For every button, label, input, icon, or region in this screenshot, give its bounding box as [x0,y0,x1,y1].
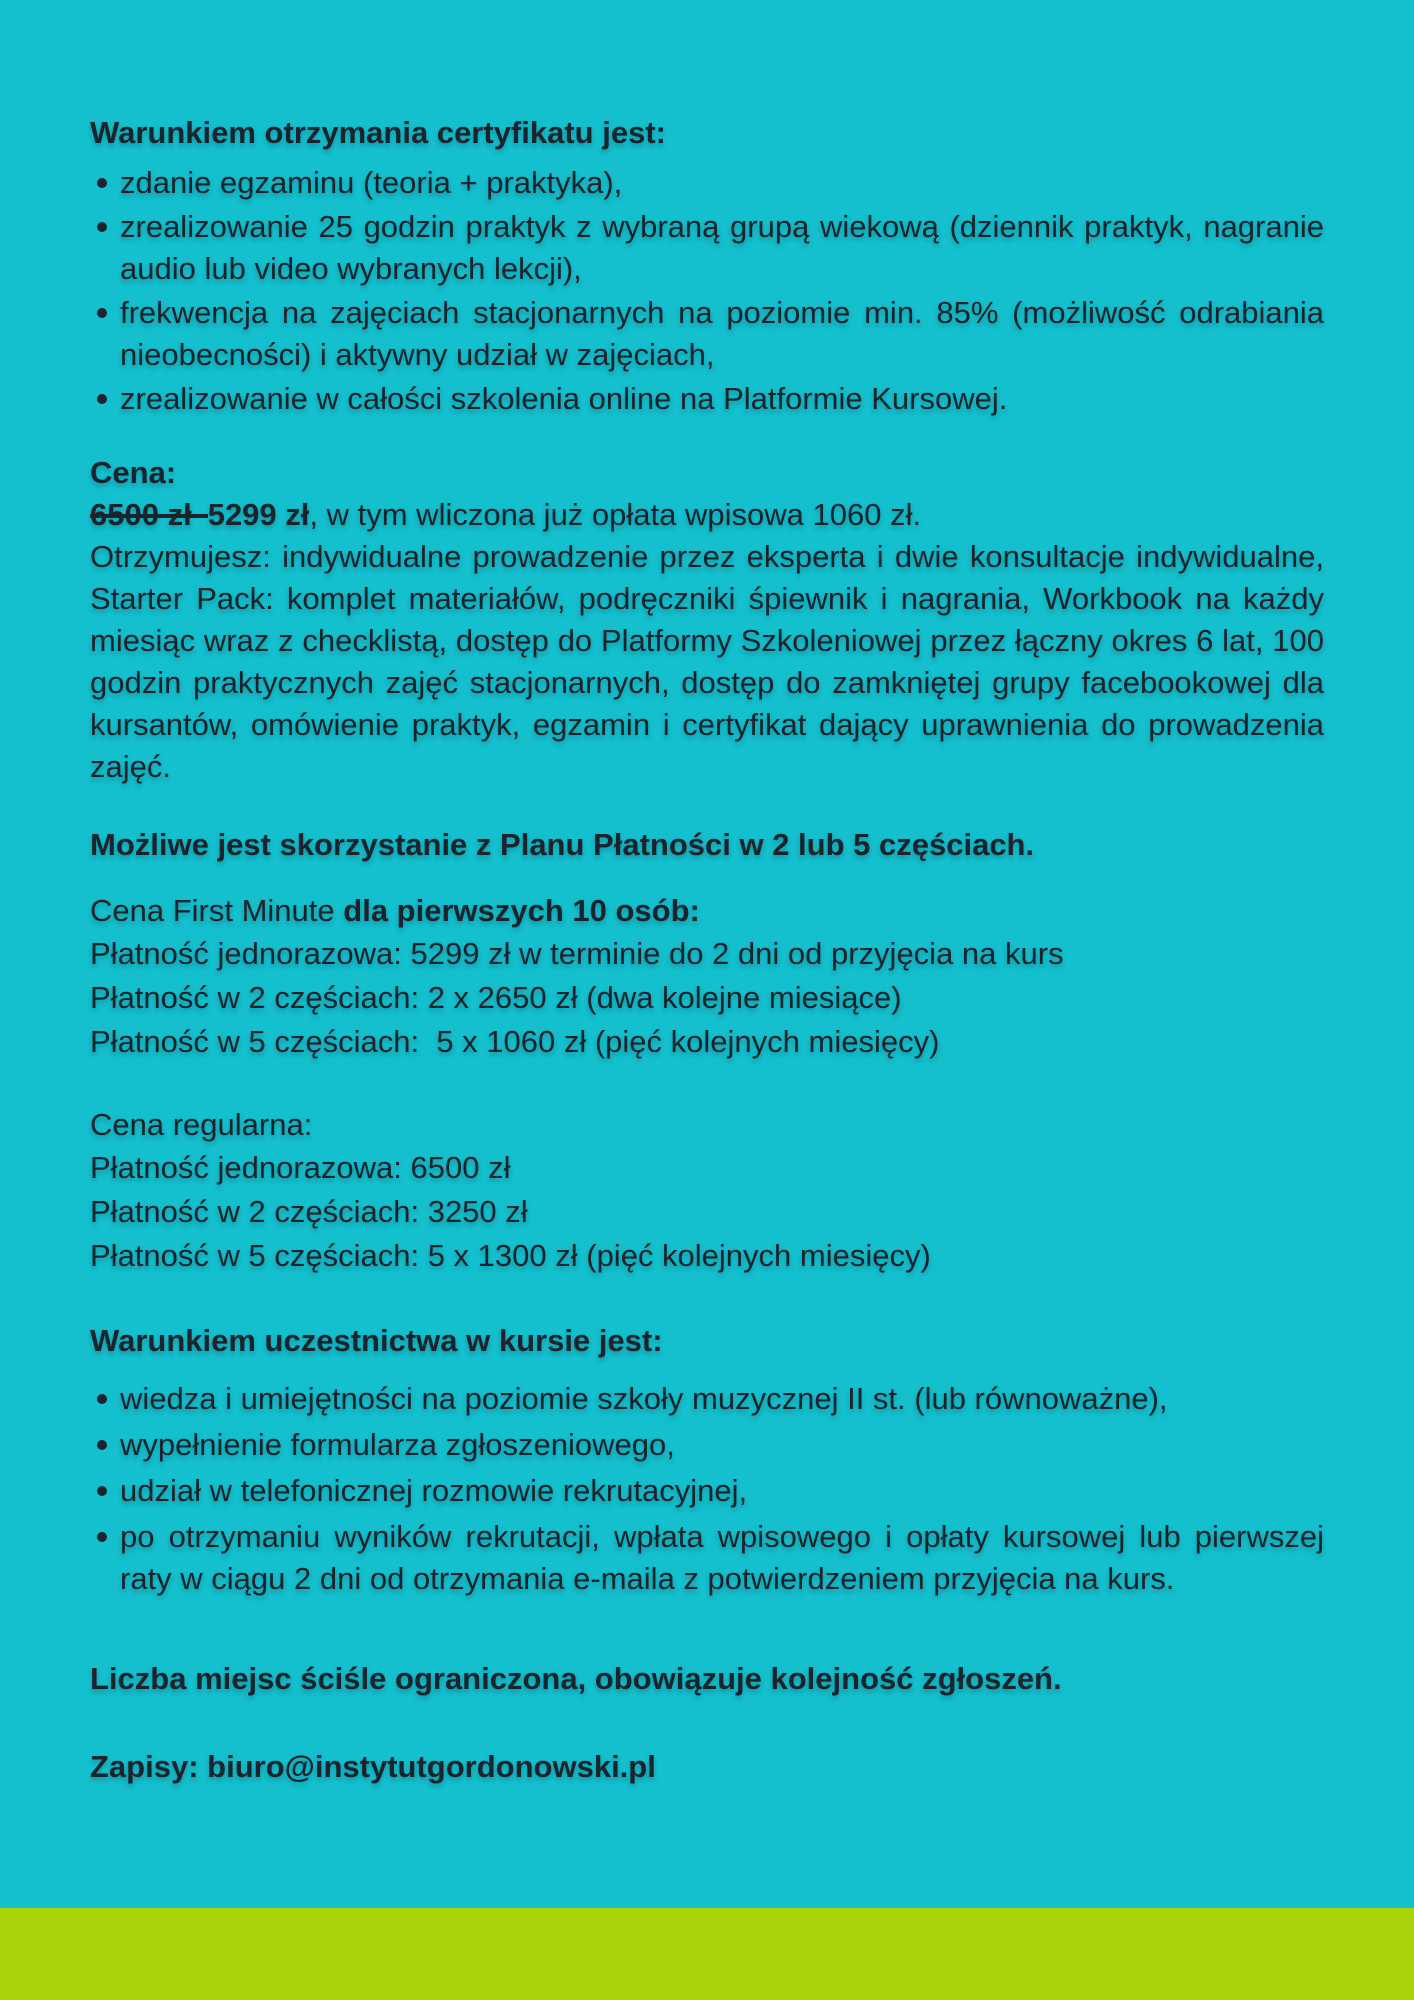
regular-payment-line: Płatność jednorazowa: 6500 zł [90,1150,511,1185]
regular-price-heading: Cena regularna: [90,1107,313,1142]
limited-places-note: Liczba miejsc ściśle ograniczona, obowiązuje kolejność zgłoszeń. [90,1661,1062,1696]
participation-condition-item: wypełnienie formularza zgłoszeniowego, [90,1424,1324,1466]
new-price: 5299 zł [207,497,310,532]
first-minute-payment-line: Płatność jednorazowa: 5299 zł w terminie do 2 dni od przyjęcia na kurs [90,936,1064,971]
certificate-conditions-list [90,162,1324,420]
first-minute-heading [90,890,1324,932]
certificate-condition-item: zrealizowanie w całości szkolenia online na Platformie Kursowej. [90,378,1324,420]
certificate-condition-item: zdanie egzaminu (teoria + praktyka), [90,162,1324,204]
offer-description: Otrzymujesz: indywidualne prowadzenie przez eksperta i dwie konsultacje indywidualne, Starter Pack: komplet materiałów, podręczniki śpiewnik i nagrania, Workbook na każdy miesiąc wraz z checklistą, dostęp do Platformy Szkoleniowej przez łączny okres 6 lat, 100 godzin praktycznych zajęć stacjonarnych, dostęp do zamkniętej grupy facebookowej dla kursantów, omówienie praktyk, egzamin i certyfikat dający uprawnienia do prowadzenia zajęć. [90,539,1324,784]
certificate-condition-item: zrealizowanie 25 godzin praktyk z wybraną grupą wiekową (dziennik praktyk, nagranie audio lub video wybranych lekcji), [90,206,1324,290]
participation-condition-item: wiedza i umiejętności na poziomie szkoły muzycznej II st. (lub równoważne), [90,1378,1324,1420]
price-heading: Cena: [90,455,177,490]
participation-conditions-list [90,1378,1324,1600]
footer-color-band [0,1908,1414,2000]
regular-payment-line: Płatność w 5 częściach: 5 x 1300 zł (pięć kolejnych miesięcy) [90,1238,931,1273]
first-minute-heading-regular: Cena First Minute [90,893,344,928]
price-line [90,494,1324,536]
participation-condition-item: udział w telefonicznej rozmowie rekrutacyjnej, [90,1470,1324,1512]
regular-payment-line: Płatność w 2 częściach: 3250 zł [90,1194,528,1229]
first-minute-heading-bold: dla pierwszych 10 osób: [343,893,700,928]
first-minute-payment-line: Płatność w 5 częściach: 5 x 1060 zł (pięć kolejnych miesięcy) [90,1024,940,1059]
participation-conditions-heading: Warunkiem uczestnictwa w kursie jest: [90,1323,663,1358]
old-price-strikethrough: 6500 zł [90,497,208,532]
installments-note: Możliwe jest skorzystanie z Planu Płatności w 2 lub 5 częściach. [90,827,1035,862]
certificate-condition-item: frekwencja na zajęciach stacjonarnych na poziomie min. 85% (możliwość odrabiania nieobecności) i aktywny udział w zajęciach, [90,292,1324,376]
participation-condition-item: po otrzymaniu wyników rekrutacji, wpłata wpisowego i opłaty kursowej lub pierwszej raty w ciągu 2 dni od otrzymania e-maila z potwierdzeniem przyjęcia na kurs. [90,1516,1324,1600]
signup-contact-note: Zapisy: biuro@instytutgordonowski.pl [90,1749,656,1784]
first-minute-payment-line: Płatność w 2 częściach: 2 x 2650 zł (dwa kolejne miesiące) [90,980,902,1015]
price-suffix: , w tym wliczona już opłata wpisowa 1060 zł. [309,497,922,532]
certificate-conditions-heading: Warunkiem otrzymania certyfikatu jest: [90,115,666,150]
